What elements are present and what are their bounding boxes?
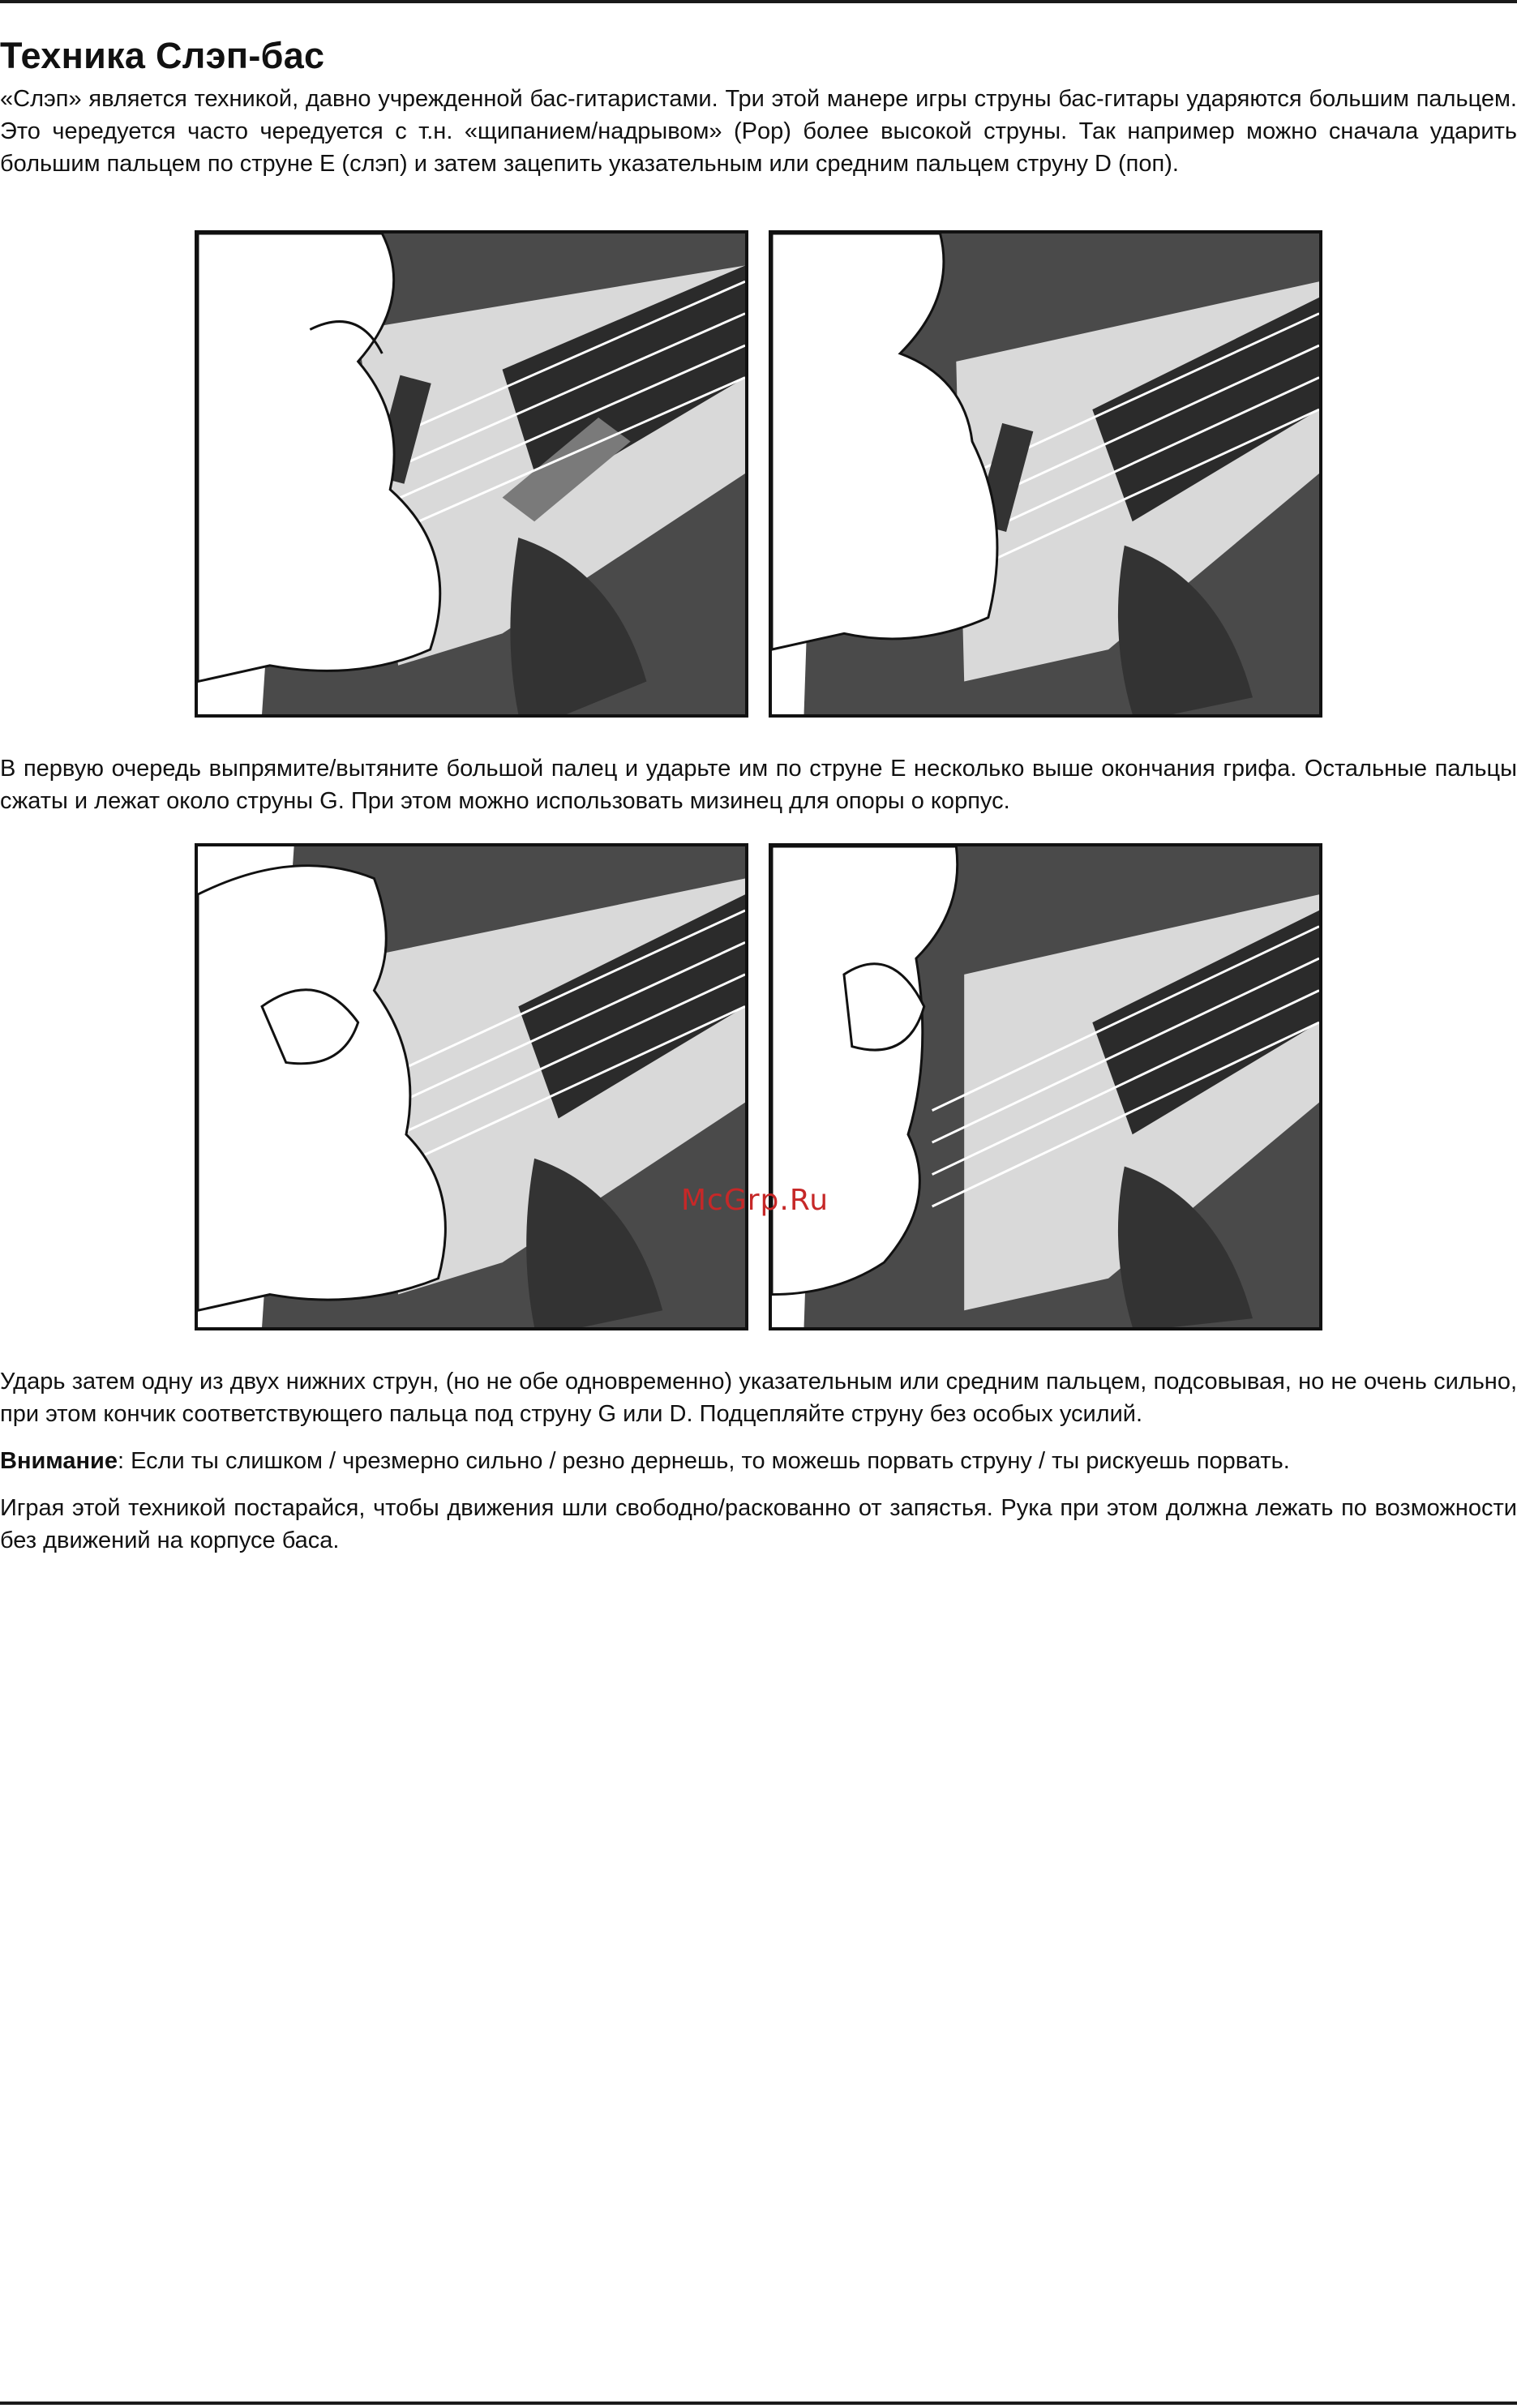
illustration-thumb-slap-2	[769, 230, 1322, 718]
warning-text: : Если ты слишком / чрезмерно сильно / резно дернешь, то можешь порвать струну / ты рискуешь порвать.	[117, 1448, 1290, 1474]
top-rule	[0, 0, 1517, 3]
watermark-text: McGrp.Ru	[681, 1184, 829, 1217]
illustration-thumb-slap-1	[195, 230, 748, 718]
closing-paragraph: Играя этой техникой постарайся, чтобы движения шли свободно/раскованно от запястья. Рука при этом должна лежать по возможности без движений на корпусе баса.	[0, 1495, 1517, 1553]
illustration-finger-pop-1	[195, 843, 748, 1330]
step1-block	[0, 752, 1517, 817]
bottom-rule	[0, 2402, 1517, 2405]
warning-paragraph	[0, 1445, 1517, 1477]
step2-paragraph: Ударь затем одну из двух нижних струн, (но не обе одновременно) указательным или средним пальцем, подсовывая, но не очень сильно, при этом кончик соответствующего пальца под струну G или D. Подцепляйте струну без особых усилий.	[0, 1369, 1517, 1427]
step2-block	[0, 1365, 1517, 1557]
page-title: Техника Слэп-бас	[0, 35, 325, 76]
page-content	[0, 29, 1517, 180]
warning-label: Внимание	[0, 1448, 118, 1474]
illustration-finger-pop-2	[769, 843, 1322, 1330]
intro-paragraph: «Слэп» является техникой, давно учрежденной бас-гитаристами. Три этой манере игры струны бас-гитары ударяются большим пальцем. Это чередуется часто чередуется с т.н. «щипанием/надрывом» (Pop) более высокой струны. Так например можно сначала ударить большим пальцем по струне E (слэп) и затем зацепить указательным или средним пальцем струну D (поп).	[0, 86, 1517, 177]
step1-paragraph: В первую очередь выпрямите/вытяните большой палец и ударьте им по струне E несколько выше окончания грифа. Остальные пальцы сжаты и лежат около струны G. При этом можно использовать мизинец для опоры о корпус.	[0, 756, 1517, 814]
